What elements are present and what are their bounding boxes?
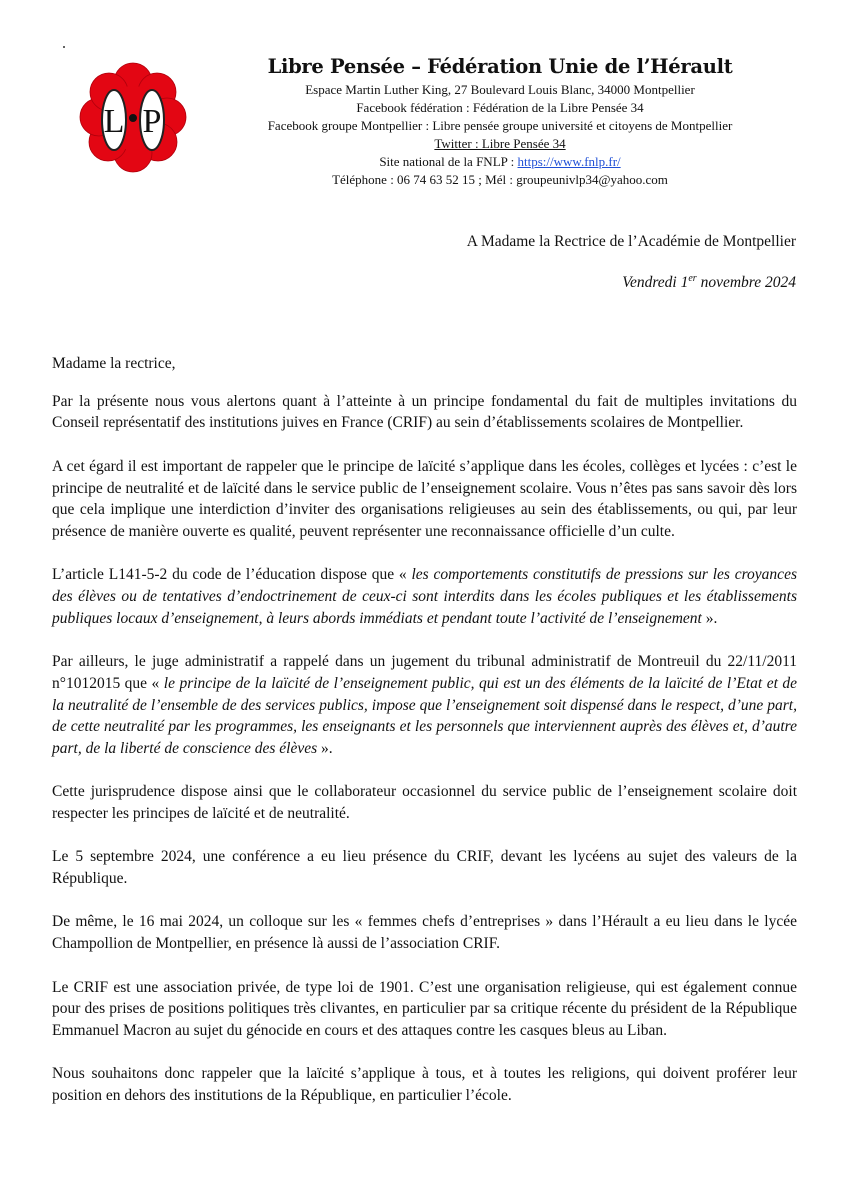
contact-line: Téléphone : 06 74 63 52 15 ; Mél : groupeunivlp34@yahoo.com bbox=[332, 172, 668, 187]
paragraph-4-quote: le principe de la laïcité de l’enseignement public, qui est un des éléments de la laïcité de l’Etat et de la neutralité de l’ensemble de des services publics, impose que l’enseignement soit dispensé dans le respect, d’une part, de cette neutralité par les programmes, les enseignants et les personnels que interviennent auprès des élèves et, d’autre part, de la liberté de conscience des élèves bbox=[52, 674, 797, 757]
date-suffix: novembre 2024 bbox=[696, 274, 796, 291]
paragraph-6: Le 5 septembre 2024, une conférence a eu lieu présence du CRIF, devant les lycéens au sujet des valeurs de la République. bbox=[52, 848, 797, 888]
svg-text:L: L bbox=[103, 103, 125, 140]
paragraph-2: A cet égard il est important de rappeler que le principe de laïcité s’applique dans les écoles, collèges et lycées : c’est le principe de neutralité et de laïcité dans le service public de l’enseignement scolaire. Vous n’êtes pas sans savoir dès lors que cela implique une interdiction d’inviter des organisations religieuses au sein des établissements, ou qui, par leur présence de manière ouverte es qualité, peuvent représenter une reconnaissance officielle d’un culte. bbox=[52, 457, 797, 540]
paragraph-1: Par la présente nous vous alertons quant à l’atteinte à un principe fondamental du fait de multiples invitations du Conseil représentatif des institutions juives en France (CRIF) au sein d’établissements scolaires de Montpellier. bbox=[52, 392, 797, 432]
paragraph-3-quote: les comportements constitutifs de pressions sur les croyances des élèves ou de tentatives d’endoctrinement de ceux-ci sont interdits dans les écoles publiques et les établissements publiques locaux d’enseignement, à leurs abords immédiats et pendant toute l’activité de l’enseignement bbox=[52, 566, 797, 627]
paragraph-3-end: ». bbox=[701, 609, 718, 627]
addressee: A Madame la Rectrice de l’Académie de Montpellier bbox=[466, 233, 796, 250]
site-label: Site national de la FNLP : bbox=[379, 154, 518, 169]
site-link[interactable]: https://www.fnlp.fr/ bbox=[517, 154, 621, 169]
date-ordinal: er bbox=[688, 272, 697, 284]
paragraph-4 bbox=[52, 651, 797, 760]
paragraph-8: Le CRIF est une association privée, de type loi de 1901. C’est une organisation religieuse, qui est également connue pour des prises de positions politiques très clivantes, en particulier par sa critique récente du président de la République Emmanuel Macron au sujet du génocide en cours et des attaques contre les casques bleus au Liban. bbox=[52, 978, 797, 1039]
salutation: Madame la rectrice, bbox=[52, 355, 176, 372]
libre-pensee-logo bbox=[78, 62, 188, 174]
letter-body bbox=[52, 353, 797, 1128]
paragraph-3 bbox=[52, 564, 797, 629]
national-site-line bbox=[205, 153, 795, 171]
twitter-handle: Twitter : Libre Pensée 34 bbox=[434, 136, 566, 151]
letterhead bbox=[205, 54, 795, 189]
paragraph-4-end: ». bbox=[317, 739, 333, 757]
paragraph-7: De même, le 16 mai 2024, un colloque sur les « femmes chefs d’entreprises » dans l’Hérault a eu lieu dans le lycée Champollion de Montpellier, en présence là aussi de l’association CRIF. bbox=[52, 913, 797, 953]
paragraph-9: Nous souhaitons donc rappeler que la laïcité s’applique à tous, et à toutes les religions, qui doivent proférer leur position en dehors des institutions de la République, en particulier l’école. bbox=[52, 1065, 797, 1105]
postal-address: Espace Martin Luther King, 27 Boulevard Louis Blanc, 34000 Montpellier bbox=[305, 82, 695, 97]
date-prefix: Vendredi 1 bbox=[622, 274, 689, 291]
facebook-group: Facebook groupe Montpellier : Libre pensée groupe université et citoyens de Montpellier bbox=[267, 118, 733, 133]
paragraph-4-intro: Par ailleurs, le juge administratif a rappelé dans un jugement du tribunal administratif de Montreuil du 22/11/2011 n°1012015 que « bbox=[52, 653, 797, 692]
paragraph-3-intro: L’article L141-5-2 du code de l’éducation dispose que « bbox=[52, 566, 412, 584]
organization-title: Libre Pensée – Fédération Unie de l’Hérault bbox=[267, 55, 733, 78]
facebook-federation: Facebook fédération : Fédération de la Libre Pensée 34 bbox=[356, 100, 644, 115]
letter-date bbox=[622, 273, 796, 293]
paragraph-5: Cette jurisprudence dispose ainsi que le collaborateur occasionnel du service public de l’enseignement scolaire doit respecter les principes de laïcité et de neutralité. bbox=[52, 783, 797, 822]
svg-text:P: P bbox=[142, 103, 162, 140]
stray-mark bbox=[63, 46, 65, 48]
